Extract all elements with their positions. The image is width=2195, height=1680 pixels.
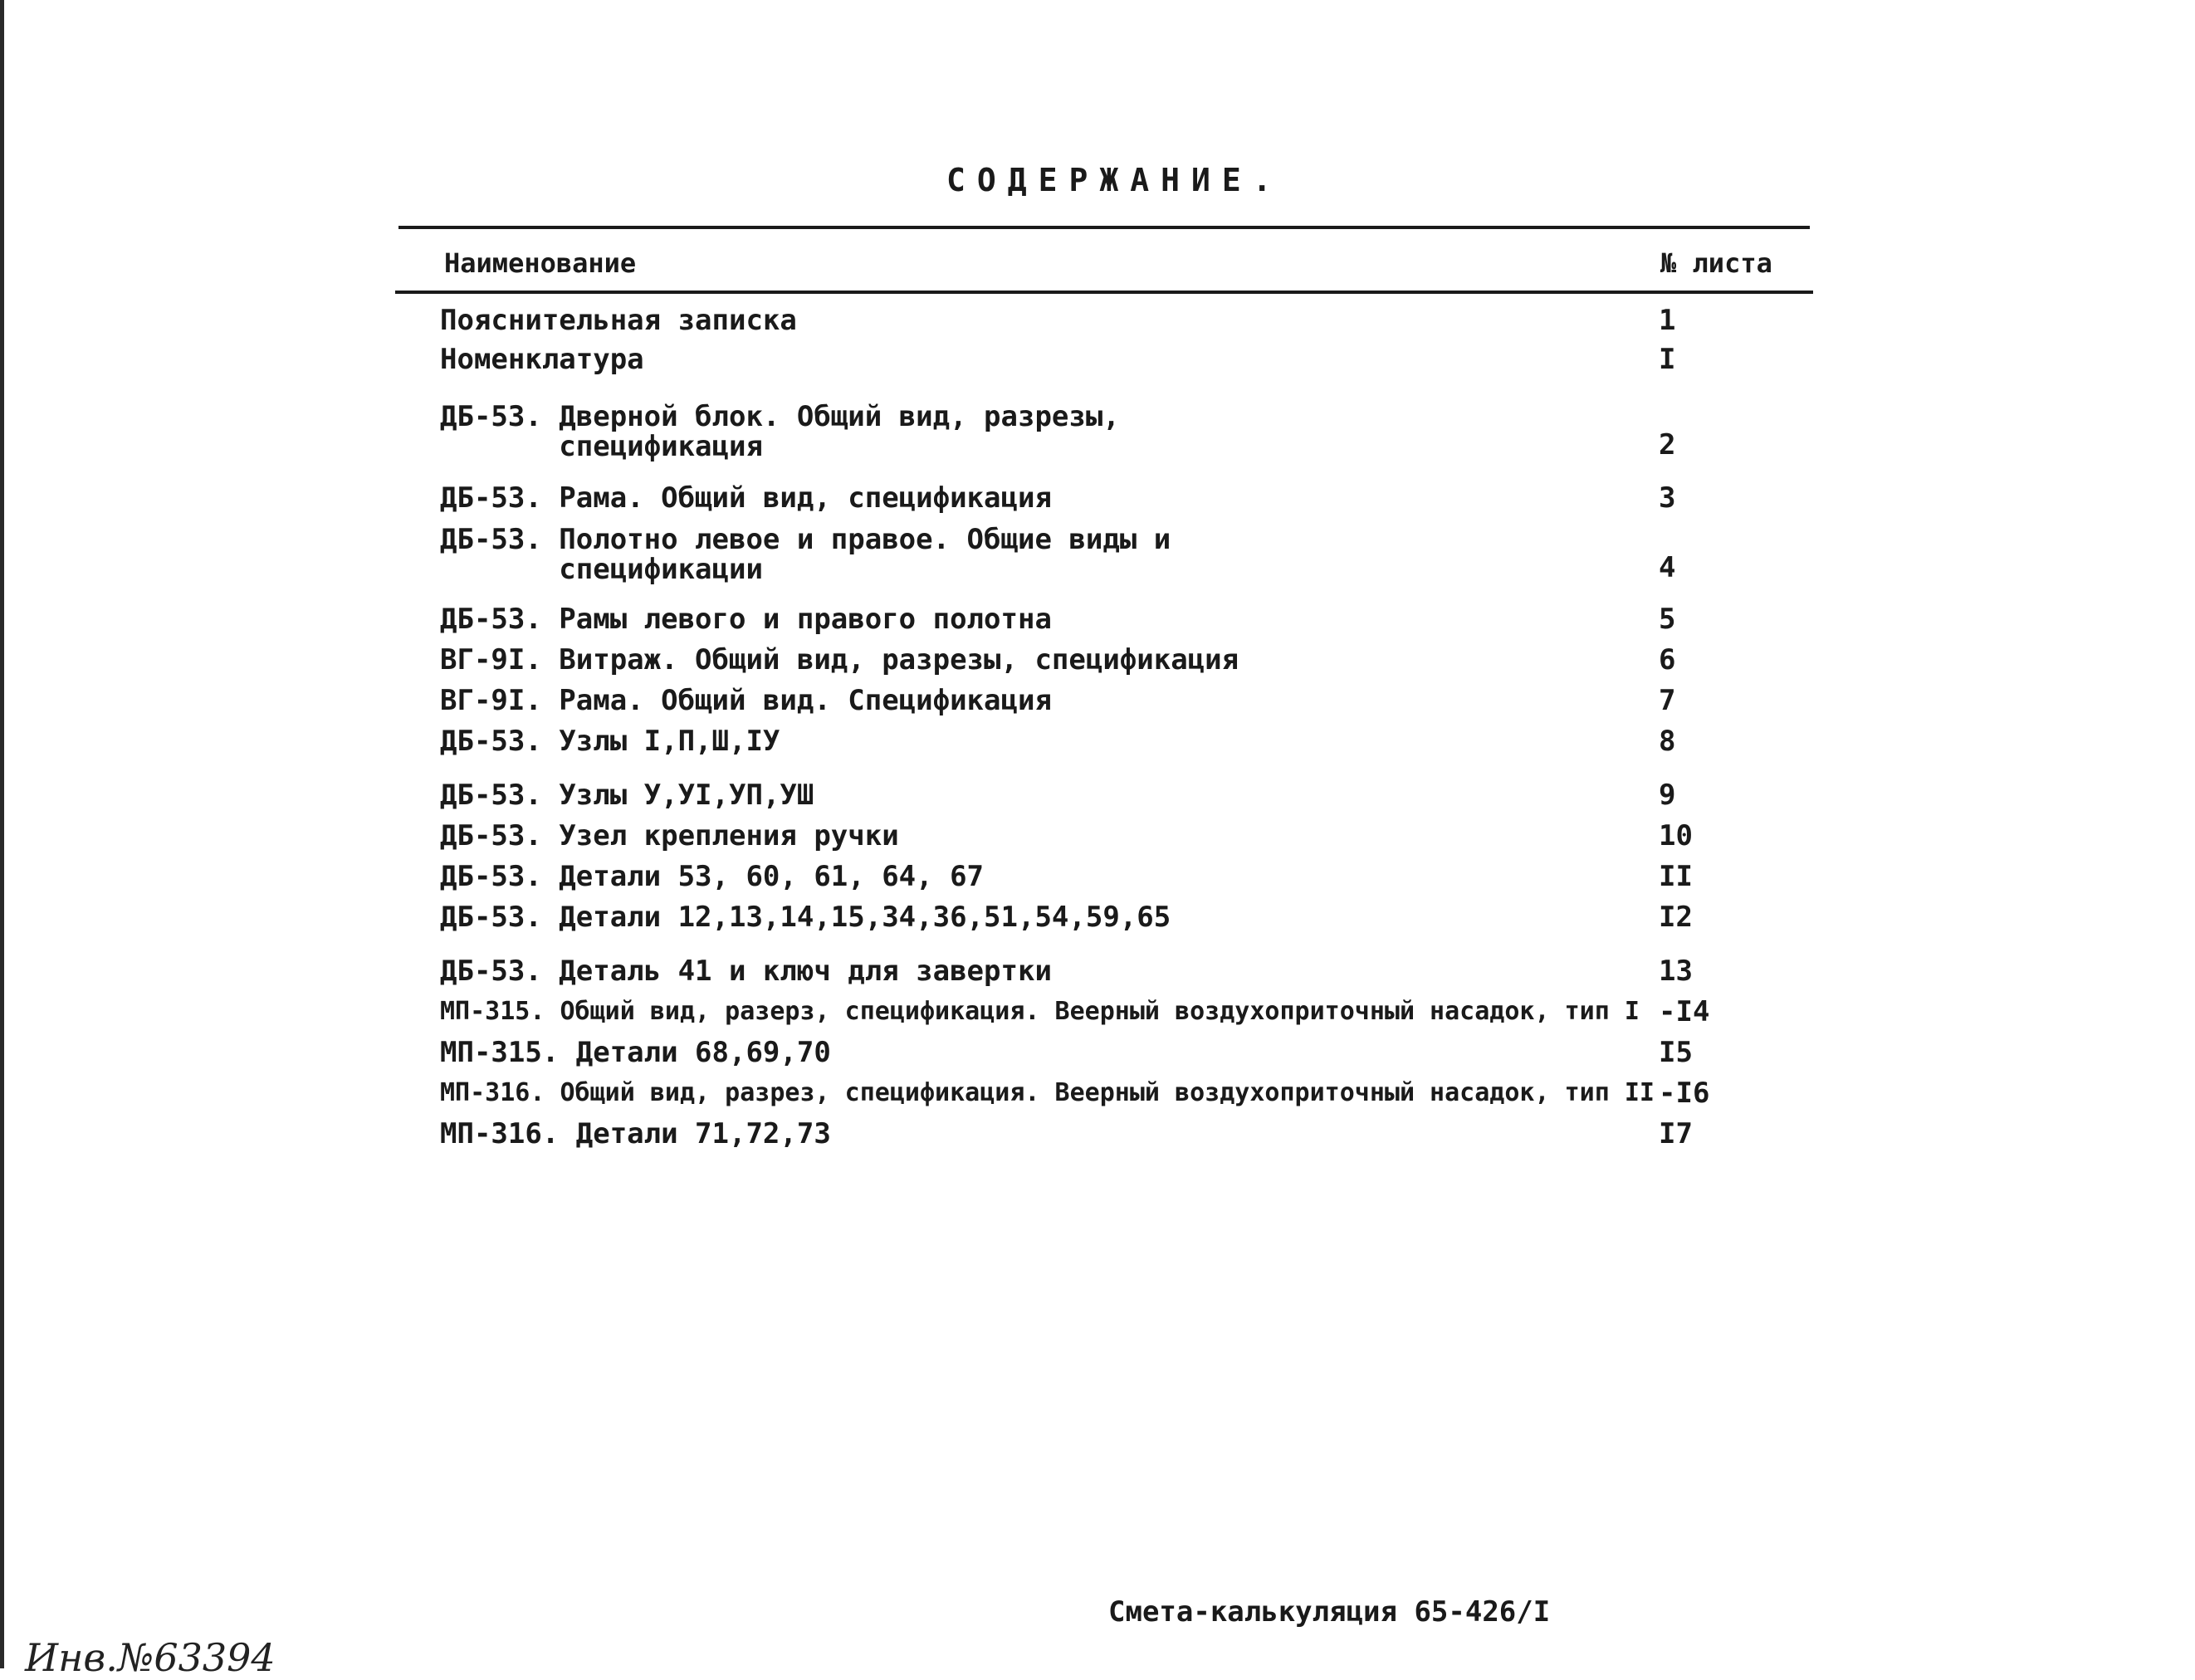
table-row	[440, 956, 1735, 989]
row-sheet: 1	[1659, 304, 1676, 337]
page-title: СОДЕРЖАНИЕ.	[946, 162, 1283, 198]
table-row	[440, 305, 1735, 339]
row-sheet: 9	[1659, 779, 1676, 812]
inventory-stamp: Инв.№63394	[25, 1635, 276, 1680]
table-top-rule	[398, 226, 1810, 229]
row-name: ДБ-53. Узлы I,П,Ш,IУ	[440, 725, 780, 758]
row-sheet: 4	[1659, 551, 1676, 584]
table-row	[440, 821, 1735, 854]
row-name: ДБ-53. Деталь 41 и ключ для завертки	[440, 955, 1052, 988]
table-row	[440, 400, 1735, 463]
row-name: ДБ-53. Детали 12,13,14,15,34,36,51,54,59,65	[440, 901, 1171, 934]
table-row	[440, 523, 1735, 586]
row-name: МП-315. Общий вид, разерз, спецификация. Веерный воздухоприточный насадок, тип I	[440, 997, 1640, 1026]
table-row	[440, 997, 1735, 1030]
row-sheet: I7	[1659, 1117, 1693, 1150]
left-border	[0, 0, 4, 1668]
row-sheet: 13	[1659, 955, 1693, 988]
row-sheet: I5	[1659, 1036, 1693, 1069]
table-row	[440, 1119, 1735, 1152]
column-header-name: Наименование	[444, 247, 637, 279]
row-sheet: 7	[1659, 684, 1676, 717]
row-name: Пояснительная записка	[440, 304, 797, 337]
row-name: МП-315. Детали 68,69,70	[440, 1036, 831, 1069]
table-row	[440, 1078, 1735, 1111]
column-header-sheet: № листа	[1660, 247, 1772, 279]
table-row	[440, 604, 1735, 637]
row-name: ДБ-53. Полотно левое и правое. Общие виды и спецификации	[440, 523, 1171, 586]
row-sheet: I2	[1659, 901, 1693, 934]
row-name: ДБ-53. Дверной блок. Общий вид, разрезы, спецификация	[440, 400, 1120, 463]
table-row	[440, 902, 1735, 935]
table-row	[440, 645, 1735, 678]
row-name: МП-316. Детали 71,72,73	[440, 1117, 831, 1150]
table-row	[440, 726, 1735, 759]
row-name: ДБ-53. Узлы У,УI,УП,УШ	[440, 779, 814, 812]
row-name: ВГ-9I. Витраж. Общий вид, разрезы, спецификация	[440, 643, 1239, 676]
table-row	[440, 780, 1735, 813]
row-sheet: -I6	[1659, 1077, 1710, 1110]
table-row	[440, 1038, 1735, 1071]
row-name: ВГ-9I. Рама. Общий вид. Спецификация	[440, 684, 1052, 717]
row-sheet: 8	[1659, 725, 1676, 758]
row-sheet: 6	[1659, 643, 1676, 676]
table-row	[440, 862, 1735, 895]
row-sheet: II	[1659, 860, 1693, 893]
table-row	[440, 686, 1735, 719]
row-sheet: 5	[1659, 603, 1676, 636]
row-name: МП-316. Общий вид, разрез, спецификация. Веерный воздухоприточный насадок, тип II	[440, 1078, 1655, 1107]
table-row	[440, 483, 1735, 516]
document-footer: Смета-калькуляция 65-426/I	[1108, 1595, 1551, 1629]
row-name: ДБ-53. Детали 53, 60, 61, 64, 67	[440, 860, 985, 893]
row-name: ДБ-53. Рамы левого и правого полотна	[440, 603, 1052, 636]
row-name: ДБ-53. Узел крепления ручки	[440, 819, 899, 852]
row-sheet: 2	[1659, 428, 1676, 462]
row-sheet: -I4	[1659, 995, 1710, 1028]
row-sheet: 3	[1659, 481, 1676, 515]
row-sheet: 10	[1659, 819, 1693, 852]
row-name: Номенклатура	[440, 343, 644, 376]
table-row	[440, 344, 1735, 378]
table-header-rule	[395, 291, 1813, 294]
row-sheet: I	[1659, 343, 1676, 376]
row-name: ДБ-53. Рама. Общий вид, спецификация	[440, 481, 1052, 515]
